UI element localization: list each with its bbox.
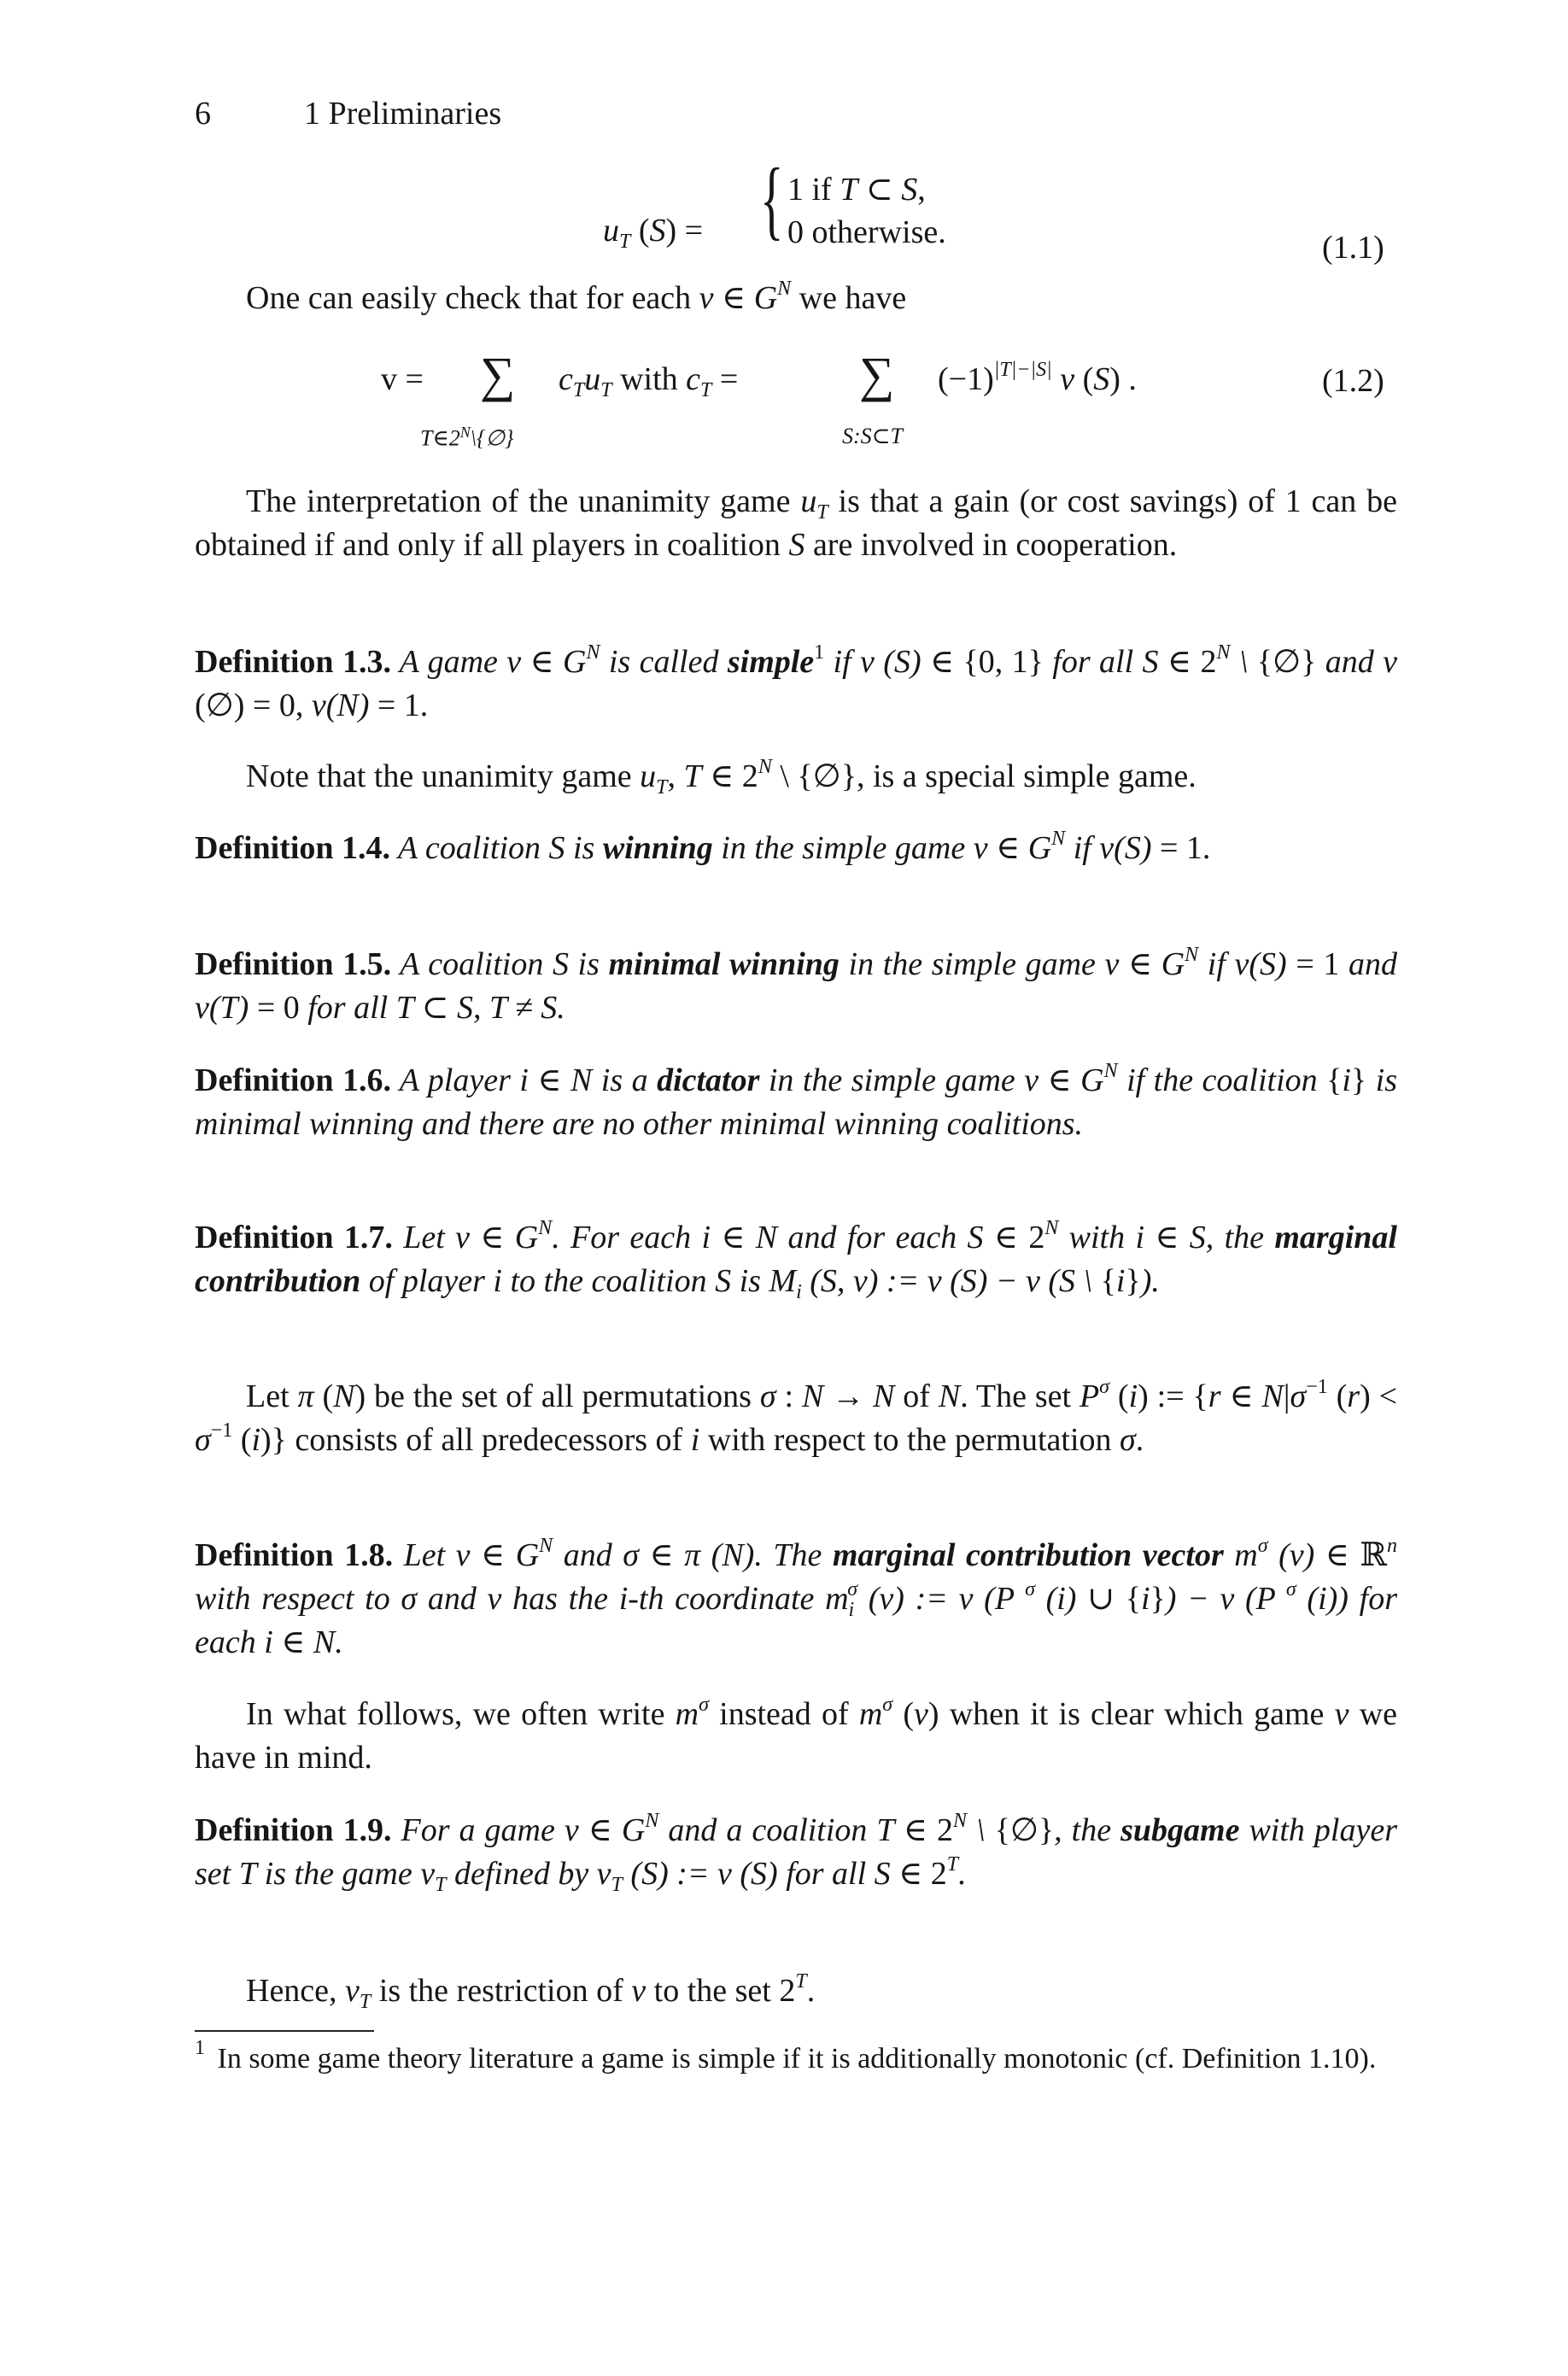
running-title: 1 Preliminaries [304,96,502,132]
definition-1-5: Definition 1.5. A coalition S is minimal winning in the simple game v ∈ $G^N$ if v(S) = 1 and v(T) = 0 for all T ⊂ S, T ≠ S. [195,944,1397,1026]
left-brace-icon: { [760,150,784,249]
eq-1-1-case1: 1 if T ⊂ S, [787,172,926,208]
definition-1-7: Definition 1.7. Let v ∈ $G^N$. For each i ∈ N and for each S ∈ $2^N$ with i ∈ S, the marginal contribution of player i to the coalition S is $M_i$ (S, v) := v (S) − v (S \ {i}). [195,1217,1397,1303]
eq-1-2-lhs: v = [381,361,424,397]
sum1-index: $T\in 2^N\backslash\{\emptyset\}$ [420,424,514,451]
eq-1-2-term1: $c_Tu_T$ with $c_T$ = [559,361,739,401]
definition-1-4: Definition 1.4. A coalition S is winning in the simple game v ∈ $G^N$ if v(S) = 1. [195,828,1211,866]
eq-1-2-term2: $(-1)^{|T|-|S|}$ v (S) . [938,359,1137,397]
eq-1-1-number: (1.1) [1322,230,1384,266]
definition-1-8: Definition 1.8. Let v ∈ $G^N$ and σ ∈ π (N). The marginal contribution vector $m^\sigma$ (v) ∈ ℝ$^n$ with respect to σ and v has the i-th coordinate $m_i^\sigma$ (v) := v (P $^\sigma$ (i) ∪ {i}) − v (P $^\sigma$ (i)) for each i ∈ N. [195,1535,1398,1660]
paragraph-hence: Hence, $v_T$ is the restriction of v to the set $2^T$. [246,1970,816,2013]
definition-1-9: Definition 1.9. For a game v ∈ $G^N$ and a coalition T ∈ $2^N$ \ {∅}, the subgame with player set T is the game $v_T$ defined by $v_T$ (S) := v (S) for all S ∈ $2^T$. [195,1810,1397,1896]
sum2-index: S:S⊂T [842,424,903,448]
paragraph-check: One can easily check that for each v ∈ $G^N$ we have [246,278,907,316]
footnote-text: In some game theory literature a game is simple if it is additionally monotonic (cf. Definition 1.10). [217,2043,1377,2075]
paragraph-note: Note that the unanimity game $u_T$, T ∈ $2^N$ \ {∅}, is a special simple game. [246,756,1196,799]
footnote [195,2039,1397,2079]
definition-1-3: Definition 1.3. A game v ∈ $G^N$ is called simple$^1$ if v (S) ∈ {0, 1} for all S ∈ $2^N$ \ {∅} and v (∅) = 0, v(N) = 1. [195,641,1398,723]
definition-1-6: Definition 1.6. A player i ∈ N is a dictator in the simple game v ∈ $G^N$ if the coalition {i} is minimal winning and there are no other minimal winning coalitions. [195,1060,1397,1142]
summation-icon: ∑ [480,347,516,402]
footnote-marker: 1 [195,2037,205,2059]
eq-1-2-number: (1.2) [1322,363,1384,399]
footnote-rule [195,2030,374,2032]
eq-1-1-lhs: $u_T$ (S) = [603,213,704,253]
paragraph-follows: In what follows, we often write $m^\sigma$ instead of $m^\sigma$ (v) when it is clear which game v we have in mind. [195,1694,1398,1776]
paragraph-unanimity: The interpretation of the unanimity game $u_T$ is that a gain (or cost savings) of 1 can be obtained if and only if all players in coalition S are involved in cooperation. [195,483,1397,563]
paragraph-permutation: Let π (N) be the set of all permutations σ : N → N of N. The set $P^\sigma$ (i) := {r ∈ $N|\sigma^{-1}$ $(r) < \sigma^{-1}$ (i)} consists of all predecessors of i with respect to the permutation σ. [195,1376,1398,1458]
page-number: 6 [195,96,211,132]
eq-1-1-case2: 0 otherwise. [787,214,946,250]
summation-icon: ∑ [859,347,895,402]
